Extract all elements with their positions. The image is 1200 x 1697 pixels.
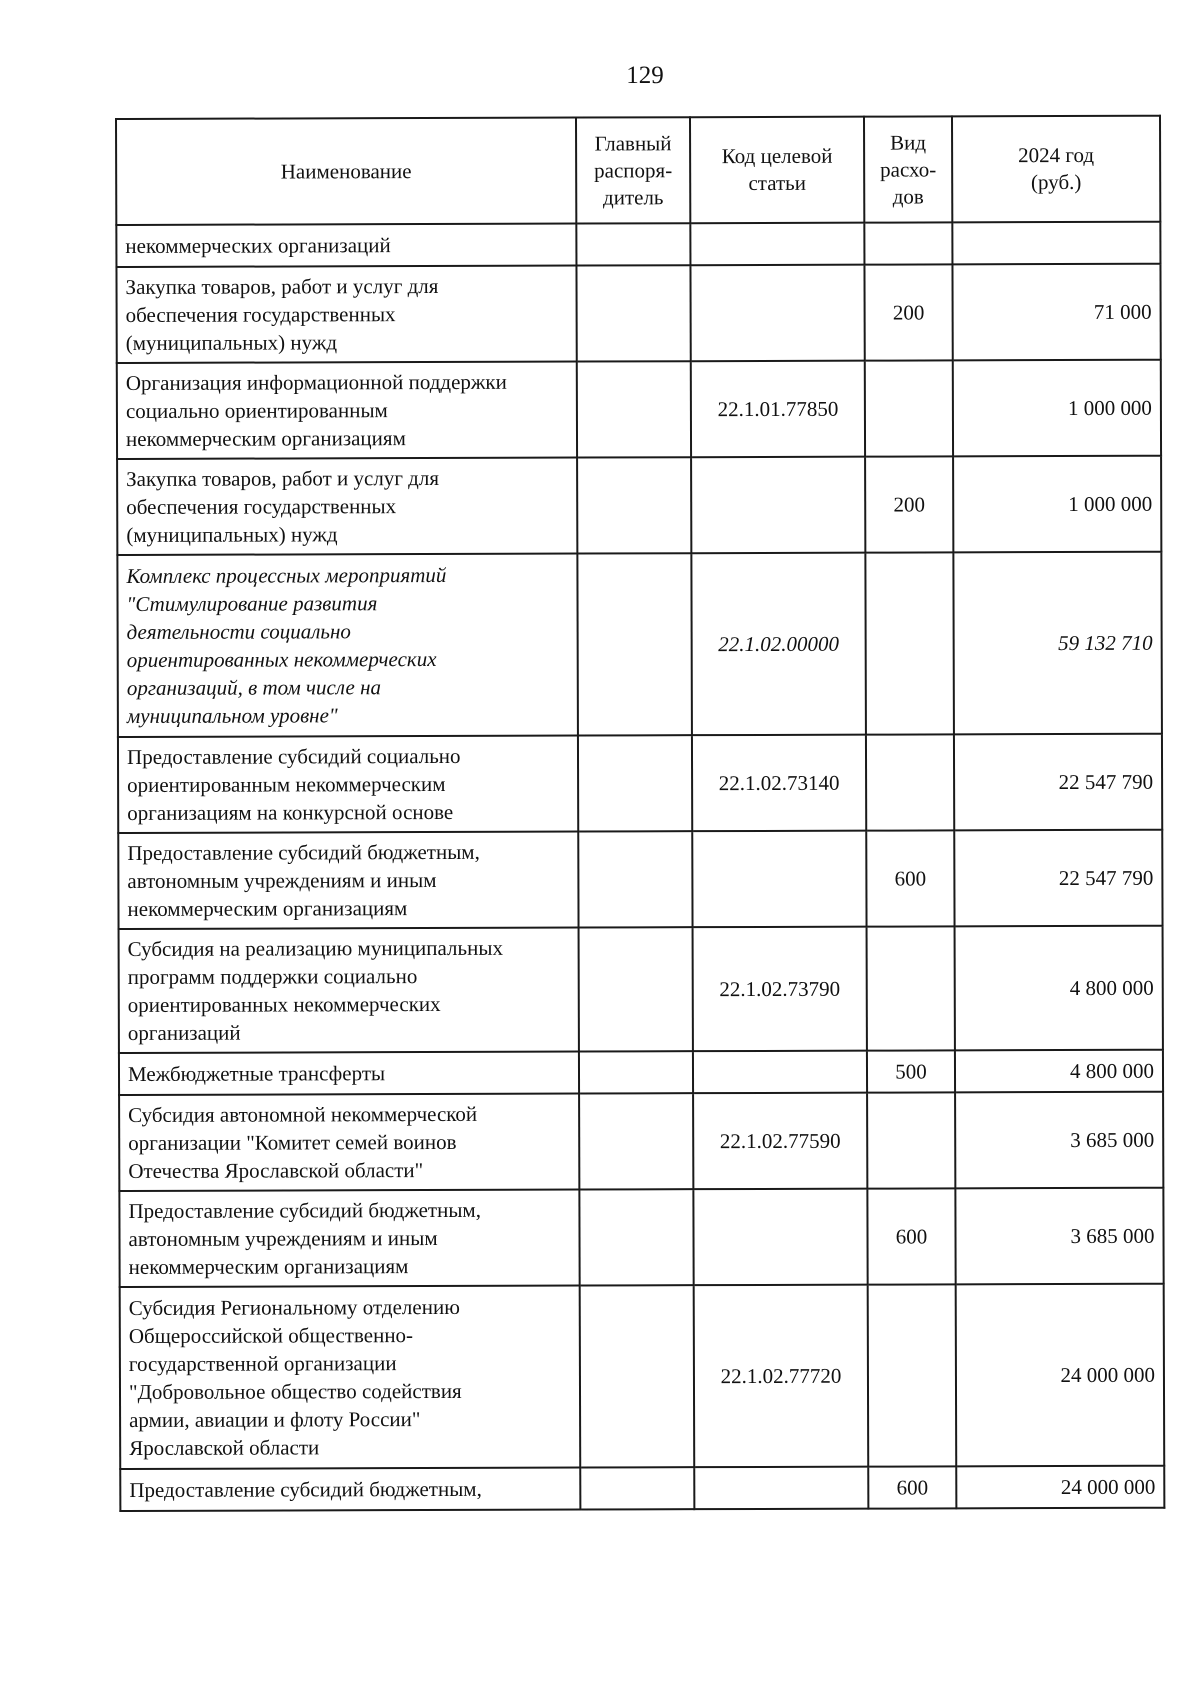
- row-kind: 200: [864, 264, 952, 360]
- row-kind: [867, 1092, 955, 1188]
- row-sum: 4 800 000: [955, 926, 1163, 1051]
- row-sum: 24 000 000: [956, 1284, 1165, 1467]
- row-kind: [868, 1284, 957, 1466]
- row-main: [579, 1189, 693, 1285]
- row-name: Комплекс процессных мероприятий "Стимулирование развития деятельности социально ориентированных некоммерческих организаций, в том числе на муниципальном уровне": [117, 554, 578, 737]
- row-sum: 1 000 000: [953, 360, 1161, 457]
- row-sum: 59 132 710: [953, 552, 1162, 735]
- row-sum: 3 685 000: [955, 1188, 1163, 1285]
- table-row: [116, 222, 1160, 267]
- table-row: [117, 360, 1161, 459]
- row-name: Межбюджетные трансферты: [119, 1052, 579, 1095]
- row-code: 22.1.02.00000: [691, 553, 866, 736]
- table-header-row: [116, 116, 1160, 225]
- row-kind: [864, 222, 952, 264]
- row-sum: 22 547 790: [954, 830, 1162, 927]
- row-name: Организация информационной поддержки социально ориентированным некоммерческим организациям: [117, 362, 577, 459]
- row-kind: 600: [866, 830, 954, 926]
- header-main-manager: Главный распоря- дитель: [576, 117, 690, 223]
- table-row: [119, 1188, 1163, 1287]
- row-code: 22.1.02.73790: [693, 927, 867, 1052]
- row-sum: 4 800 000: [955, 1050, 1163, 1093]
- row-name: Субсидия Региональному отделению Общероссийской общественно- государственной организации "Добровольное общество содействия армии, авиации и флоту России" Ярославской области: [120, 1286, 581, 1469]
- budget-table: [115, 115, 1165, 1512]
- row-name: Предоставление субсидий бюджетным,: [120, 1468, 580, 1511]
- row-kind: [865, 552, 954, 734]
- table-row: [119, 1092, 1163, 1191]
- row-kind: 200: [865, 456, 953, 552]
- header-target-code: Код целевой статьи: [690, 117, 864, 224]
- row-kind: 600: [868, 1466, 956, 1508]
- row-kind: 500: [867, 1050, 955, 1092]
- row-kind: [866, 734, 954, 830]
- table-row: [120, 1466, 1164, 1511]
- table-row: [118, 830, 1162, 929]
- row-main: [576, 265, 690, 361]
- row-sum: 3 685 000: [955, 1092, 1163, 1189]
- row-main: [579, 1093, 693, 1189]
- row-main: [579, 1051, 693, 1093]
- row-name: Закупка товаров, работ и услуг для обеспечения государственных (муниципальных) нужд: [116, 266, 576, 363]
- row-code: [693, 1051, 867, 1094]
- table-row: [120, 1284, 1165, 1469]
- row-name: Предоставление субсидий бюджетным, автономным учреждениям и иным некоммерческим организациям: [119, 1190, 579, 1287]
- row-name: Предоставление субсидий бюджетным, автономным учреждениям и иным некоммерческим организациям: [118, 832, 578, 929]
- row-main: [578, 831, 692, 927]
- row-sum: [952, 222, 1160, 265]
- row-main: [577, 553, 692, 735]
- row-code: [690, 223, 864, 266]
- header-year: 2024 год (руб.): [952, 116, 1160, 223]
- row-code: 22.1.01.77850: [691, 361, 865, 458]
- row-code: 22.1.02.77590: [693, 1093, 867, 1190]
- row-sum: 71 000: [952, 264, 1160, 361]
- table-row: [117, 456, 1161, 555]
- row-main: [577, 361, 691, 457]
- row-code: [690, 265, 864, 362]
- row-kind: 600: [867, 1188, 955, 1284]
- row-main: [580, 1467, 694, 1509]
- row-kind: [865, 360, 953, 456]
- row-code: [692, 831, 866, 928]
- row-main: [579, 927, 693, 1051]
- row-kind: [867, 926, 955, 1050]
- table-row: [116, 264, 1160, 363]
- row-main: [580, 1285, 695, 1467]
- row-code: 22.1.02.73140: [692, 735, 866, 832]
- table-row: [118, 734, 1162, 833]
- row-name: Субсидия на реализацию муниципальных программ поддержки социально ориентированных некоммерческих организаций: [119, 928, 579, 1053]
- page-number: 129: [626, 62, 664, 89]
- header-expense-type: Вид расхо- дов: [864, 116, 952, 222]
- table-row: [119, 926, 1163, 1053]
- row-main: [577, 457, 691, 553]
- row-code: [693, 1189, 867, 1286]
- header-name: Наименование: [116, 118, 576, 225]
- table-row: [117, 552, 1162, 737]
- table-row: [119, 1050, 1163, 1095]
- row-main: [578, 735, 692, 831]
- row-sum: 1 000 000: [953, 456, 1161, 553]
- row-name: Субсидия автономной некоммерческой организации "Комитет семей воинов Отечества Ярославской области": [119, 1094, 579, 1191]
- row-name: Закупка товаров, работ и услуг для обеспечения государственных (муниципальных) нужд: [117, 458, 577, 555]
- row-sum: 24 000 000: [956, 1466, 1164, 1509]
- row-code: [691, 457, 865, 554]
- row-name: Предоставление субсидий социально ориентированным некоммерческим организациям на конкурсной основе: [118, 736, 578, 833]
- row-name: некоммерческих организаций: [116, 224, 576, 267]
- row-code: [694, 1467, 868, 1510]
- row-sum: 22 547 790: [954, 734, 1162, 831]
- row-main: [576, 223, 690, 265]
- row-code: 22.1.02.77720: [694, 1285, 869, 1468]
